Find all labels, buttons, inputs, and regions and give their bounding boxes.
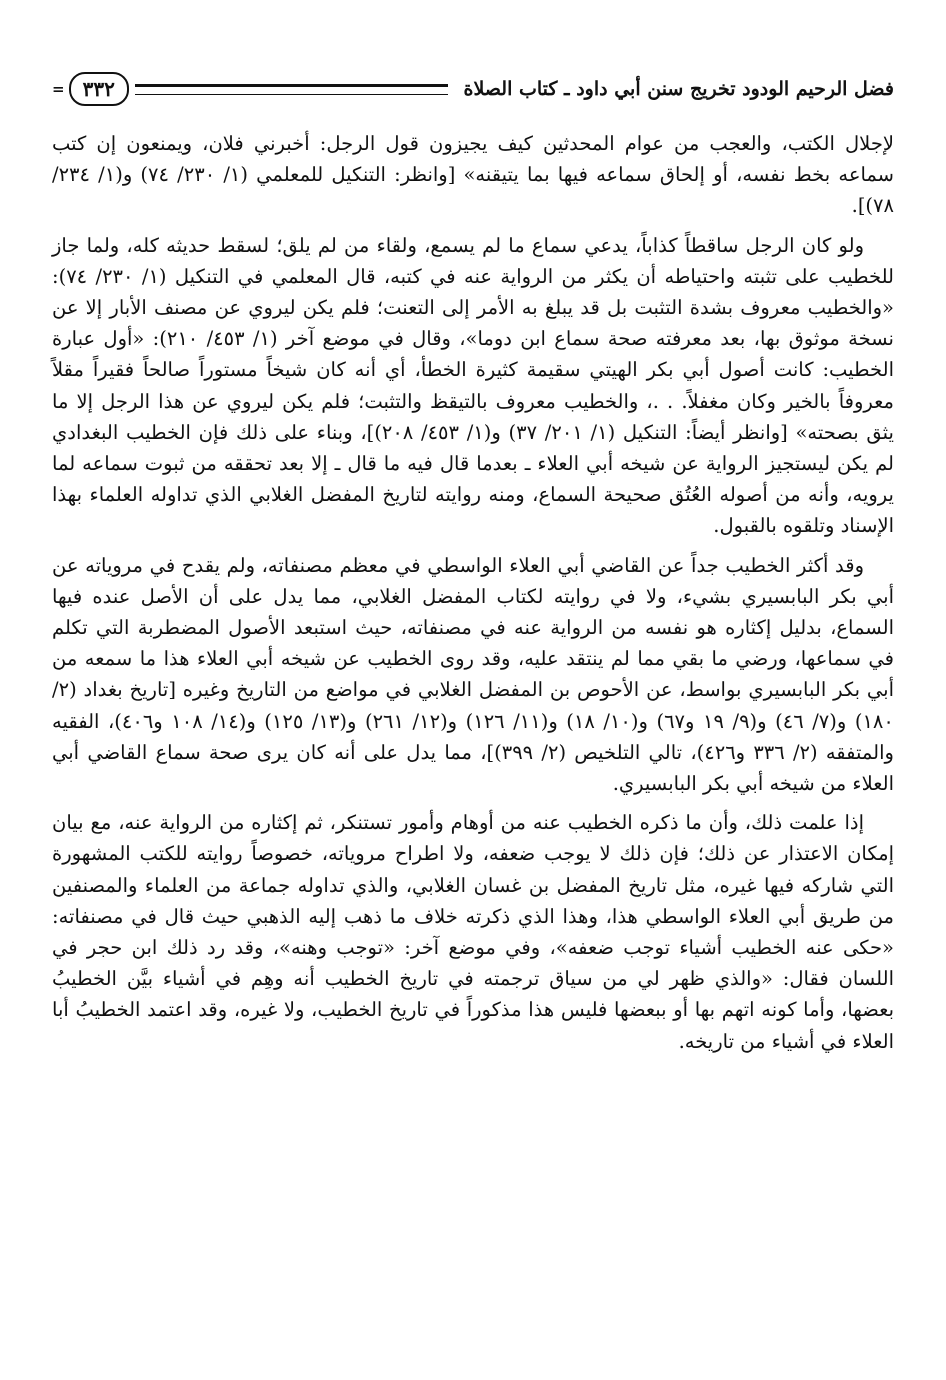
paragraph-3: وقد أكثر الخطيب جداً عن القاضي أبي العلاء الواسطي في معظم مصنفاته، ولم يقدح في مروياته عن أبي بكر البابسيري بشيء، ولا في روايته لكتاب المفضل الغلابي، مما يدل على أن الأصل عنده فيها السماع، بدليل إكثاره هو نفسه من الرواية عنه في مصنفاته، حيث استبعد الأصول المضطربة التي تكلم في سماعها، ورضي ما بقي مما لم ينتقد عليه، وقد روى الخطيب عن شيخه أبي العلاء هذا ما سمعه من أبي بكر البابسيري بواسط، عن الأحوص بن المفضل الغلابي في مواضع من التاريخ وغيره [تاريخ بغداد (٢/ ١٨٠) و(٧/ ٤٦) و(٩/ ١٩ و٦٧) و(١٠/ ١٨) و(١١/ ١٢٦) و(١٢/ ٢٦١) و(١٣/ ١٢٥) و(١٤/ ١٠٨ و٤٠٦)، الفقيه والمتفقه (٢/ ٣٣٦ و٤٢٦)، تالي التلخيص (٢/ ٣٩٩)]، مما يدل على أنه كان يرى صحة سماع القاضي أبي العلاء من شيخه أبي بكر البابسيري.	[52, 553, 894, 796]
running-title: فضل الرحيم الودود تخريج سنن أبي داود ـ كتاب الصلاة	[463, 78, 894, 100]
page-number: ٣٣٢	[69, 72, 129, 106]
paragraph-1: لإجلال الكتب، والعجب من عوام المحدثين كيف يجيزون قول الرجل: أخبرني فلان، ويمنعون إن كتب سماعه بخط نفسه، أو إلحاق سماعه فيها بما يتيقنه» [وانظر: التنكيل للمعلمي (١/ ٢٣٠/ ٧٤) و(١/ ٢٣٤/ ٧٨)].	[52, 132, 895, 218]
body-text	[52, 128, 894, 1065]
header-rule	[135, 84, 448, 95]
page-header	[52, 66, 894, 112]
paragraph-4: إذا علمت ذلك، وأن ما ذكره الخطيب عنه من أوهام وأمور تستنكر، ثم إكثاره من الرواية عنه، مع بيان إمكان الاعتذار عن ذلك؛ فإن ذلك لا يوجب ضعفه، ولا اطراح مروياته، خصوصاً روايته للكتب المشهورة التي شاركه فيها غيره، مثل تاريخ المفضل بن غسان الغلابي، والذي تداوله جماعة من العلماء والمصنفين من طريق أبي العلاء الواسطي هذا، وهذا الذي ذكرته خلاف ما ذهب إليه الذهبي حيث قال في مصنفاته: «حكى عنه الخطيب أشياء توجب ضعفه»، وفي موضع آخر: «توجب وهنه»، وقد رد ذلك ابن حجر في اللسان فقال: «والذي ظهر لي من سياق ترجمته في تاريخ الخطيب أنه وهِم في أشياء بيَّن الخطيبُ بعضها، وأما كونه اتهم بها أو ببعضها فليس هذا مذكوراً في تاريخ الخطيب، ولا غيره، وقد اعتمد الخطيبُ أبا العلاء في أشياء من تاريخه.	[52, 811, 894, 1053]
paragraph-2: ولو كان الرجل ساقطاً كذاباً، يدعي سماع ما لم يسمع، ولقاء من لم يلق؛ لسقط حديثه كله، ولما جاز للخطيب على تثبته واحتياطه أن يكثر من الرواية عنه في كتبه، قال المعلمي في التنكيل (١/ ٢٣٠/ ٧٤): «والخطيب معروف بشدة التثبت بل قد يبلغ به الأمر إلى التعنت؛ فلم يكن ليروي عن مصنف الأبار إلا عن نسخة موثوق بها، بعد معرفته صحة سماع ابن دوما»، وقال في موضع آخر (١/ ٤٥٣/ ٢١٠): «أول عبارة الخطيب: كانت أصول أبي بكر الهيتي سقيمة كثيرة الخطأ، أي أنه كان شيخاً مستوراً صالحاً فقيراً مقلاً معروفاً بالخير وكان مغفلاً. . .، والخطيب معروف بالتيقظ والتثبت؛ فلم يكن ليروي عن هذا الرجل إلا ما يثق بصحته» [وانظر أيضاً: التنكيل (١/ ٢٠١/ ٣٧) و(١/ ٤٥٣/ ٢٠٨)]، وبناء على ذلك فإن الخطيب البغدادي لم يكن ليستجيز الرواية عن شيخه أبي العلاء ـ بعدما قال فيه ما قال ـ إلا بعد تحققه من ثبوت سماعه لما يرويه، وأنه من أصوله العُتُق صحيحة السماع، ومنه روايته لتاريخ المفضل الغلابي الذي تداوله العلماء بهذا الإسناد وتلقوه بالقبول.	[52, 233, 894, 538]
ornament-icon: =	[52, 80, 65, 98]
